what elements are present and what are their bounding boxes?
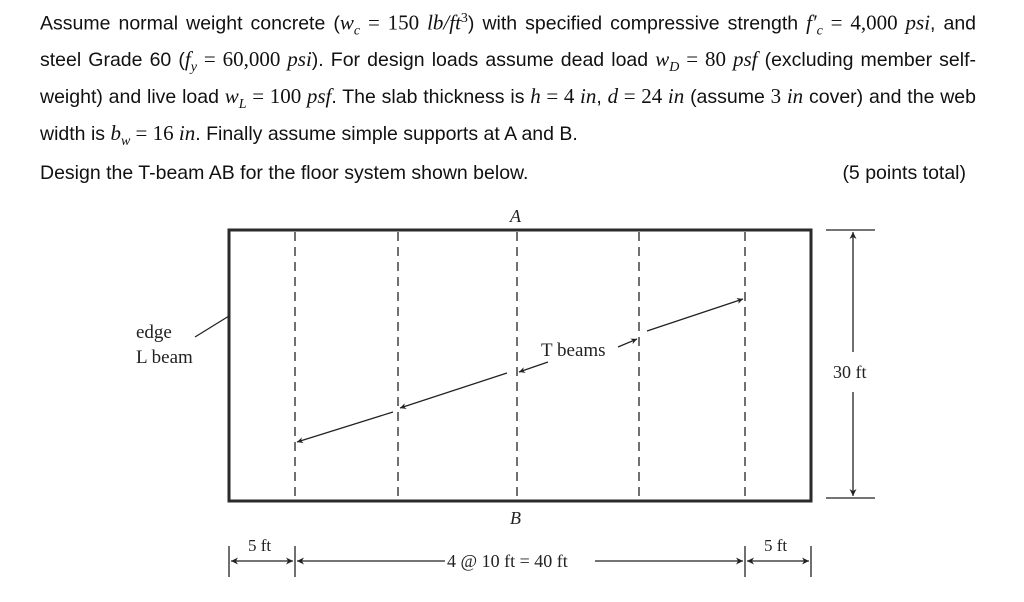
points-label: (5 points total) xyxy=(842,162,966,184)
intro-segment: c xyxy=(353,23,361,39)
intro-segment: w xyxy=(120,134,131,150)
intro-segment: = 16 xyxy=(130,121,179,146)
intro-segment: Assume normal weight concrete ( xyxy=(40,12,340,35)
intro-segment: = 150 xyxy=(360,10,428,35)
intro-segment: b xyxy=(110,121,121,146)
intro-segment: ) with specified compressive strength xyxy=(467,12,807,35)
intro-segment: w xyxy=(224,84,239,109)
intro-segment: = 4,000 xyxy=(822,10,906,35)
intro-segment: = 100 xyxy=(246,84,307,109)
slab-outline xyxy=(229,230,811,501)
intro-segment: , xyxy=(596,86,608,109)
intro-segment: in xyxy=(667,84,685,109)
intro-segment: psi xyxy=(287,47,312,72)
intro-segment: L xyxy=(238,97,247,113)
t-beams-label: T beams xyxy=(541,340,606,361)
task-instruction: Design the T-beam AB for the floor system shown below. xyxy=(40,162,529,184)
intro-segment: f xyxy=(184,47,191,72)
label-B: B xyxy=(510,508,521,528)
intro-segment: 3 xyxy=(770,84,787,109)
intro-segment: in xyxy=(786,84,804,109)
t-beam-lines xyxy=(295,232,745,499)
intro-segment: f′ xyxy=(806,10,817,35)
intro-segment: y xyxy=(190,60,197,76)
edge-label-line2: L beam xyxy=(136,347,193,368)
intro-segment: psf xyxy=(306,84,332,109)
edge-leader-line xyxy=(195,316,229,337)
intro-segment: . Finally assume simple supports at A and B. xyxy=(195,123,578,146)
intro-segment: . The slab thickness is xyxy=(331,86,531,109)
dim-middle-label: 4 @ 10 ft = 40 ft xyxy=(447,551,568,571)
intro-segment: d xyxy=(607,84,619,109)
intro-segment: = 4 xyxy=(540,84,581,109)
intro-segment: w xyxy=(339,10,354,35)
intro-segment: D xyxy=(669,60,680,76)
intro-segment: lb/ft xyxy=(427,10,461,35)
intro-segment: cover) and the web width is xyxy=(40,86,977,146)
intro-segment: , and steel Grade 60 ( xyxy=(40,12,977,72)
intro-segment: psf xyxy=(732,47,758,72)
intro-segment: psi xyxy=(905,10,931,35)
intro-segment: in xyxy=(178,121,196,146)
intro-segment: (excluding member self-weight) and live load xyxy=(40,49,976,109)
dim-left-label: 5 ft xyxy=(248,536,272,555)
edge-label-line1: edge xyxy=(136,322,172,343)
dim-right-label: 5 ft xyxy=(764,536,788,555)
intro-segment: ). For design loads assume dead load xyxy=(311,49,656,72)
height-dimension-label: 30 ft xyxy=(833,362,867,382)
intro-segment: w xyxy=(655,47,670,72)
intro-segment: c xyxy=(816,23,823,39)
t-beam-leaders xyxy=(297,299,743,442)
intro-segment: 3 xyxy=(460,11,468,26)
intro-segment: (assume xyxy=(684,86,771,109)
intro-segment: = 60,000 xyxy=(196,47,288,72)
intro-segment: in xyxy=(580,84,597,109)
label-A: A xyxy=(510,206,521,226)
intro-segment: = 24 xyxy=(618,84,668,109)
intro-segment: = 80 xyxy=(679,47,733,72)
intro-segment: h xyxy=(530,84,541,109)
